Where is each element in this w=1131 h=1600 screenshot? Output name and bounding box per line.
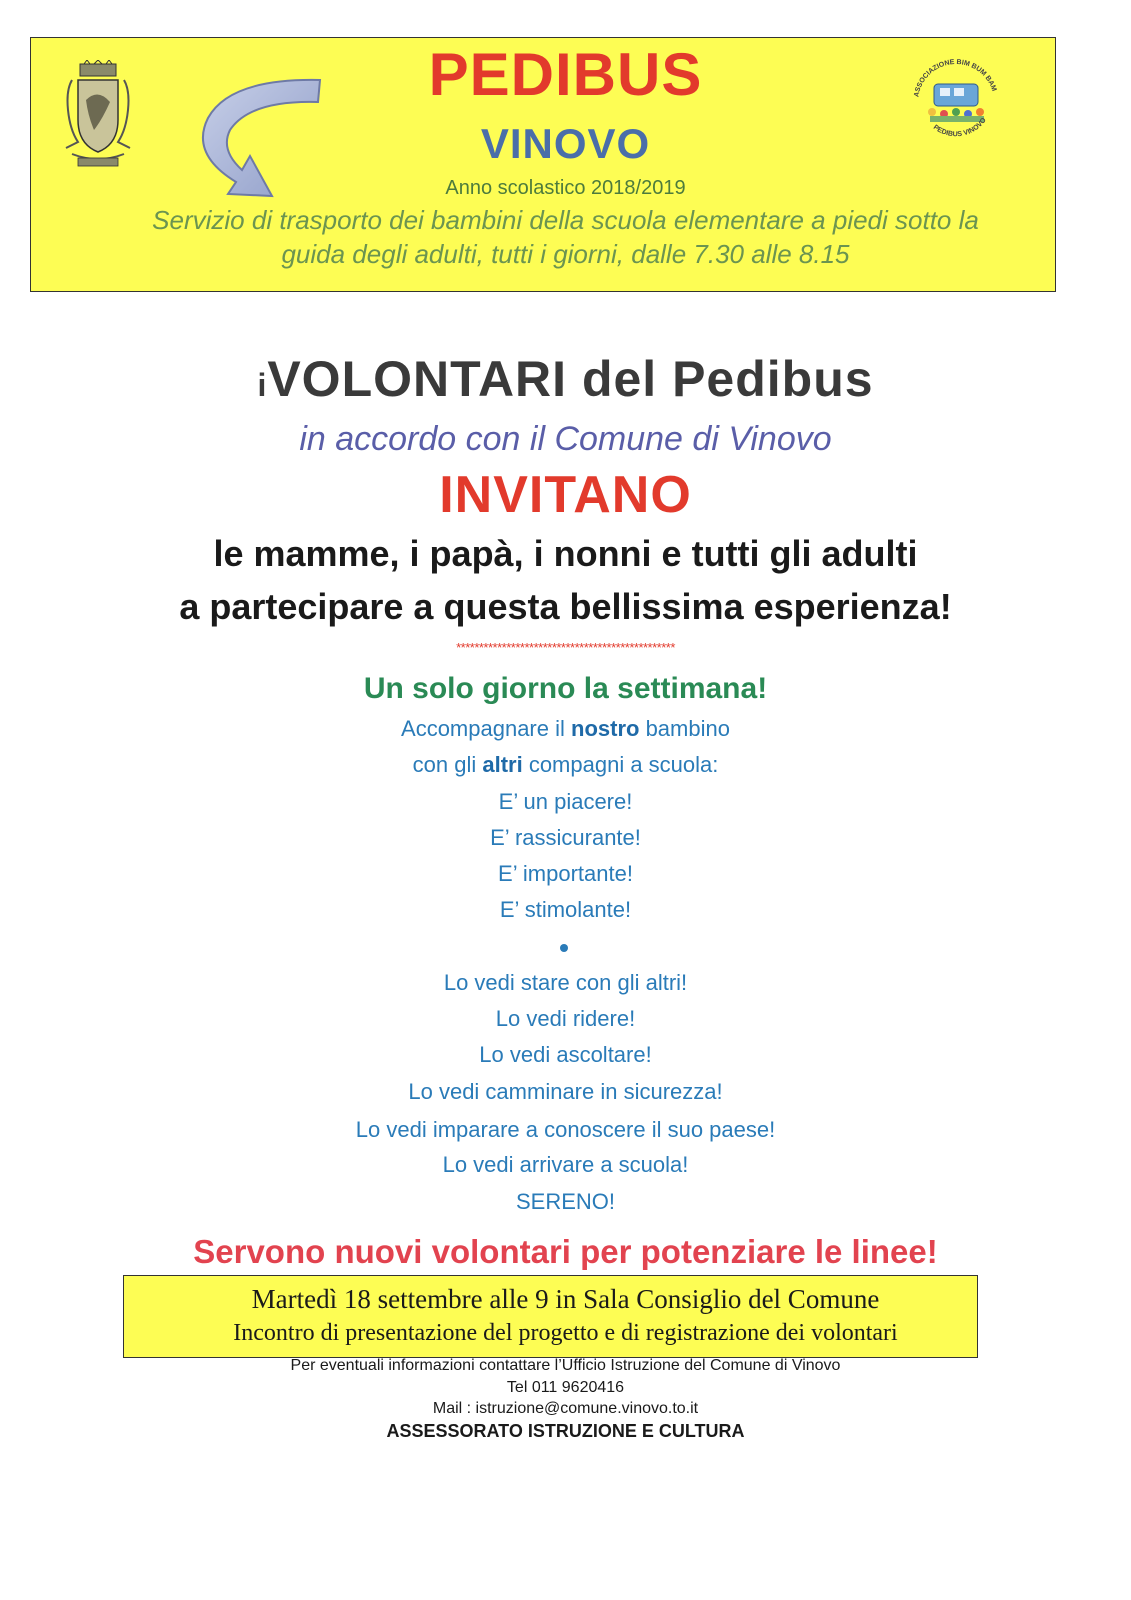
star-divider: ************************************************	[456, 640, 675, 655]
svg-text:ASSOCIAZIONE BIM BUM BAM: ASSOCIAZIONE BIM BUM BAM	[913, 58, 998, 98]
benefit-line: E’ importante!	[498, 861, 633, 886]
sereno-line: SERENO!	[515, 1189, 616, 1214]
vedi-line: Lo vedi stare con gli altri!	[443, 970, 688, 995]
office-name: ASSESSORATO ISTRUZIONE E CULTURA	[386, 1421, 745, 1441]
vedi-line: Lo vedi arrivare a scuola!	[442, 1152, 689, 1177]
svg-text:PEDIBUS VINOVO: PEDIBUS VINOVO	[931, 116, 988, 139]
audience-line1: le mamme, i papà, i nonni e tutti gli adulti	[213, 533, 918, 574]
page-title: PEDIBUS	[428, 41, 703, 108]
service-description-line2: guida degli adulti, tutti i giorni, dalle 7.30 alle 8.15	[281, 239, 850, 269]
one-day-heading: Un solo giorno la settimana!	[363, 672, 768, 705]
vedi-line: Lo vedi ridere!	[495, 1006, 636, 1031]
contact-email: Mail : istruzione@comune.vinovo.to.it	[432, 1400, 699, 1417]
compagni-line: con gli altri compagni a scuola:	[412, 752, 719, 777]
vedi-line: Lo vedi ascoltare!	[479, 1042, 652, 1067]
accompagnare-line: Accompagnare il nostro bambino	[401, 716, 730, 741]
invitano-heading: INVITANO	[439, 466, 692, 524]
service-description-line1: Servizio di trasporto dei bambini della scuola elementare a piedi sotto la	[152, 205, 979, 235]
benefit-line: E’ stimolante!	[499, 897, 632, 922]
bullet-dot	[560, 944, 568, 952]
contact-phone: Tel 011 9620416	[506, 1379, 625, 1396]
meeting-purpose-line: Incontro di presentazione del progetto e di registrazione dei volontari	[233, 1320, 898, 1346]
town-subtitle: VINOVO	[480, 120, 651, 167]
contact-info: Per eventuali informazioni contattare l’Ufficio Istruzione del Comune di Vinovo	[290, 1357, 841, 1374]
school-year: Anno scolastico 2018/2019	[445, 177, 686, 199]
vedi-line: Lo vedi camminare in sicurezza!	[408, 1079, 723, 1104]
audience-line2: a partecipare a questa bellissima esperienza!	[179, 586, 952, 627]
vedi-line: Lo vedi imparare a conoscere il suo paese!	[355, 1117, 776, 1142]
benefit-line: E’ un piacere!	[498, 789, 633, 814]
accordo-line: in accordo con il Comune di Vinovo	[299, 420, 832, 458]
meeting-date-line: Martedì 18 settembre alle 9 in Sala Consiglio del Comune	[251, 1284, 880, 1314]
benefit-line: E’ rassicurante!	[490, 825, 641, 850]
volunteers-needed-heading: Servono nuovi volontari per potenziare le linee!	[193, 1233, 938, 1270]
volontari-heading: iVOLONTARI del Pedibus	[257, 351, 874, 407]
